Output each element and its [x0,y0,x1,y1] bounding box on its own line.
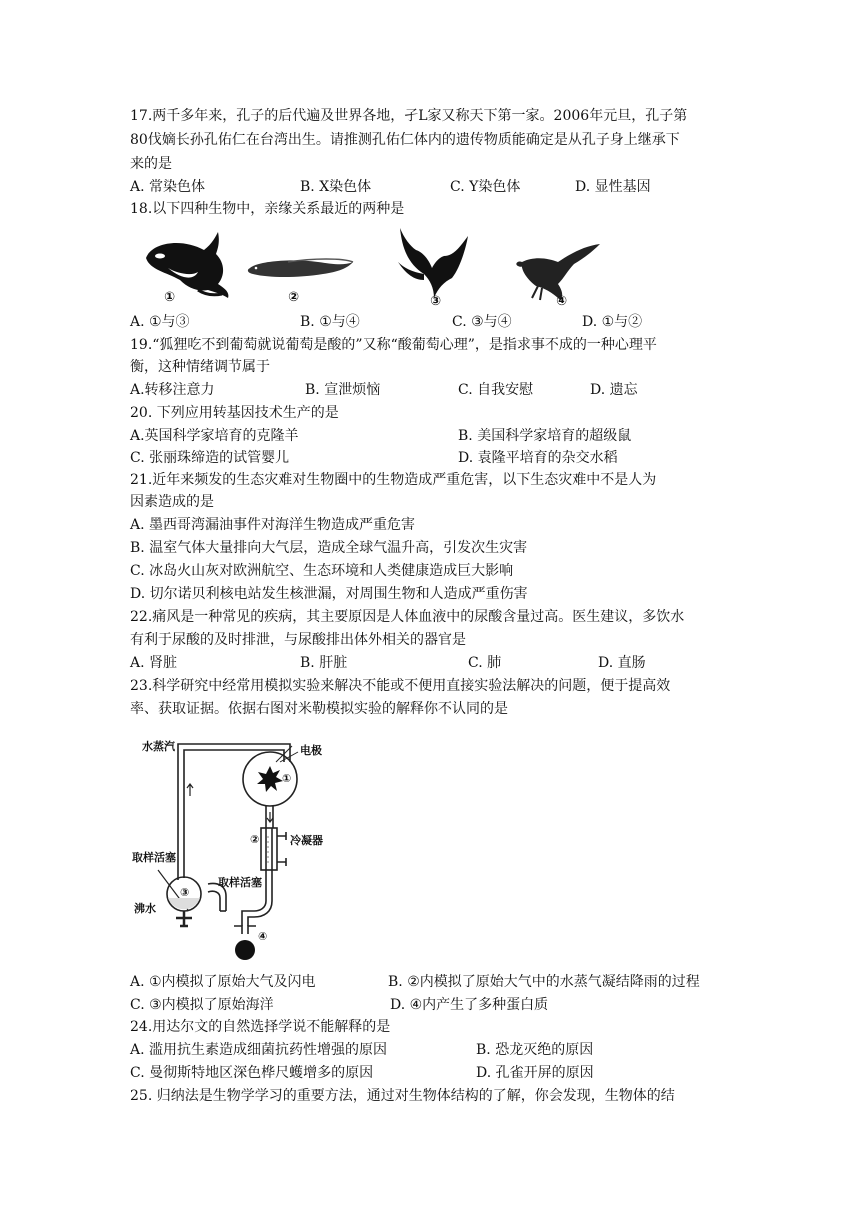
q23-option-b: B. ②内模拟了原始大气中的水蒸气凝结降雨的过程 [388,974,700,990]
eagle-icon [516,244,600,300]
q17-stem-line-1: 17.两千多年来，孔子的后代遍及世界各地，孑L家又称天下第一家。2006年元旦，孔子第 [130,108,688,124]
q21-stem-line-1: 21.近年来频发的生态灾难对生物圈中的生物造成严重危害，以下生态灾难中不是人为 [130,472,657,488]
q22-option-c: C. 肺 [468,655,502,671]
q20-option-c: C. 张丽珠缔造的试管婴儿 [130,450,290,466]
q23-option-d: D. ④内产生了多种蛋白质 [390,997,549,1013]
q18-stem: 18.以下四种生物中，亲缘关系最近的两种是 [130,201,405,217]
label-n1: ① [282,772,292,785]
miller-apparatus-diagram [130,736,340,961]
bat-icon [398,228,468,298]
q23-stem-line-2: 率、获取证据。依据右图对米勒模拟实验的解释你不认同的是 [130,701,508,717]
q18-option-d: D. ①与② [582,314,643,330]
q20-option-b: B. 美国科学家培育的超级鼠 [458,428,632,444]
q20-stem: 20. 下列应用转基因技术生产的是 [130,405,339,421]
q21-stem-line-2: 因素造成的是 [130,494,214,510]
label-steam: 水蒸汽 [142,740,175,753]
label-electrode: 电极 [300,744,322,757]
q19-option-a: A.转移注意力 [130,382,215,398]
figure-label-2: ② [288,290,300,305]
q22-option-d: D. 直肠 [598,655,646,671]
q24-stem: 24.用达尔文的自然选择学说不能解释的是 [130,1019,391,1035]
q18-option-a: A. ①与③ [130,314,190,330]
q18-option-c: C. ③与④ [452,314,512,330]
q20-option-a: A.英国科学家培育的克隆羊 [130,428,299,444]
label-n4: ④ [258,930,268,943]
q22-stem-line-1: 22.痛风是一种常见的疾病，其主要原因是人体血液中的尿酸含量过高。医生建议，多饮水 [130,609,685,625]
label-n3: ③ [180,886,190,899]
label-n2: ② [250,833,260,846]
figure-label-4: ④ [556,294,568,309]
q22-option-a: A. 肾脏 [130,655,178,671]
q23-option-c: C. ③内模拟了原始海洋 [130,997,274,1013]
q17-option-d: D. 显性基因 [575,179,651,195]
q18-animals-figure [138,228,618,312]
q21-option-a: A. 墨西哥湾漏油事件对海洋生物造成严重危害 [130,517,416,533]
q19-option-c: C. 自我安慰 [458,382,534,398]
q19-stem-line-2: 衡，这种情绪调节属于 [130,359,270,375]
q24-option-d: D. 孔雀开屏的原因 [476,1065,594,1081]
q21-option-d: D. 切尔诺贝利核电站发生核泄漏，对周围生物和人造成严重伤害 [130,586,528,602]
q22-stem-line-2: 有利于尿酸的及时排泄，与尿酸排出体外相关的器官是 [130,632,466,648]
q24-option-b: B. 恐龙灭绝的原因 [476,1042,594,1058]
q19-option-b: B. 宣泄烦恼 [305,382,381,398]
q17-option-b: B. X染色体 [300,179,372,195]
label-sampling-valve-right: 取样活塞 [218,876,262,889]
label-boiling-water: 沸水 [134,902,156,915]
figure-label-1: ① [164,290,176,305]
q20-option-d: D. 袁隆平培育的杂交水稻 [458,450,618,466]
q17-option-c: C. Y染色体 [450,179,521,195]
figure-label-3: ③ [430,294,442,309]
q21-option-b: B. 温室气体大量排向大气层，造成全球气温升高，引发次生灾害 [130,540,528,556]
label-sampling-valve-left: 取样活塞 [132,851,176,864]
q21-option-c: C. 冰岛火山灰对欧洲航空、生态环境和人类健康造成巨大影响 [130,563,514,579]
q17-stem-line-2: 80伐嫡长孙孔佑仁在台湾出生。请推测孔佑仁体内的遗传物质能确定是从孔子身上继承下 [130,132,680,148]
q23-option-a: A. ①内模拟了原始大气及闪电 [130,974,316,990]
q19-stem-line-1: 19.“狐狸吃不到葡萄就说葡萄是酸的”又称“酸葡萄心理”，是指求事不成的一种心理平 [130,337,657,353]
q24-option-c: C. 曼彻斯特地区深色桦尺蠖增多的原因 [130,1065,374,1081]
label-condenser: 冷凝器 [290,834,323,847]
q25-stem-line-1: 25. 归纳法是生物学学习的重要方法，通过对生物体结构的了解，你会发现，生物体的结 [130,1088,675,1104]
q18-option-b: B. ①与④ [300,314,360,330]
q17-option-a: A. 常染色体 [130,179,206,195]
orca-icon [146,232,228,298]
q17-stem-line-3: 来的是 [130,156,172,172]
eel-icon [248,259,353,277]
q24-option-a: A. 滥用抗生素造成细菌抗药性增强的原因 [130,1042,388,1058]
q23-stem-line-1: 23.科学研究中经常用模拟实验来解决不能或不便用直接实验法解决的问题，便于提高效 [130,678,671,694]
q22-option-b: B. 肝脏 [300,655,348,671]
q19-option-d: D. 遗忘 [590,382,638,398]
